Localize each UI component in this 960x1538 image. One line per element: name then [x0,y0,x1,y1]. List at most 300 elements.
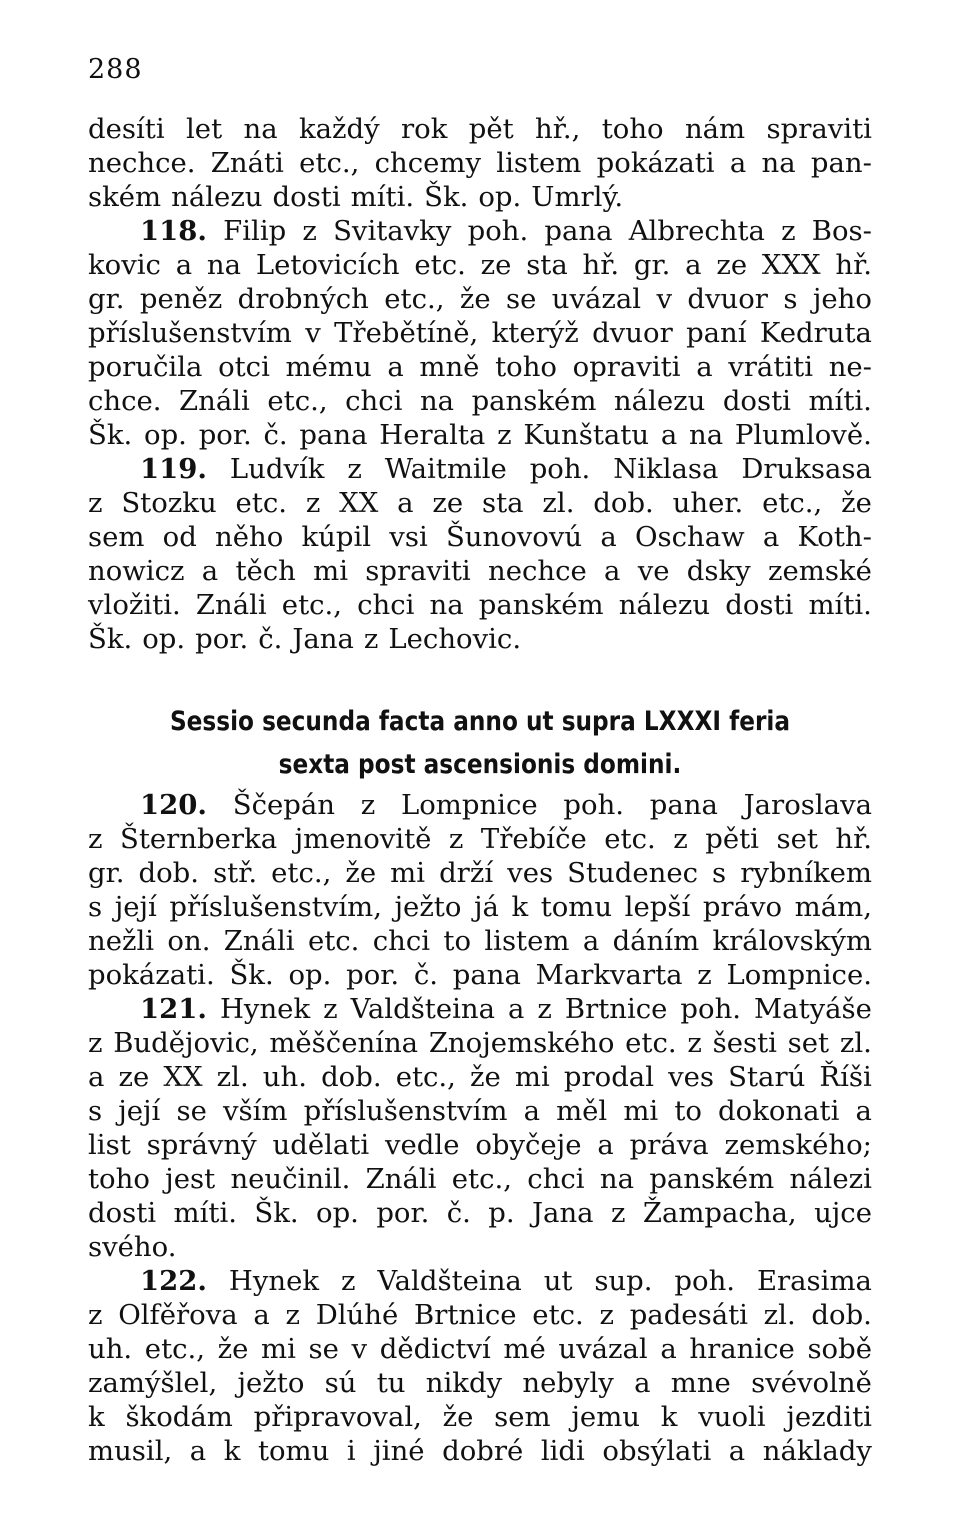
word: hř. [835,249,872,281]
entry-line [88,520,872,554]
word: z [537,993,552,1025]
word: míti. [808,385,872,417]
entry-line [88,452,872,486]
word: zamýšlel, [88,1367,218,1399]
word: vším [222,1095,288,1127]
entry-line [88,1162,872,1196]
word: svévolně [751,1367,872,1399]
word: že [442,1401,474,1433]
word: příslušenstvím, [169,891,382,923]
word: kterýž [491,317,579,349]
word: list [88,1129,131,1161]
word: pana [649,789,718,821]
word: a [685,249,702,281]
word: nowicz [88,555,185,587]
word: mému [285,351,372,383]
text-line [88,146,872,180]
word: ves [507,857,554,889]
entry-line [88,1264,872,1298]
word: Olfěřova [118,1299,238,1331]
word: op. [288,959,332,991]
entry-line [88,588,872,622]
word: z [363,623,379,655]
word: v [351,1333,368,1365]
entry-119 [88,452,872,656]
word: č. [413,959,439,991]
word: dosti [272,181,341,213]
entry-line [88,384,872,418]
word: náklady [762,1435,872,1467]
entry-line [88,856,872,890]
word: neučinil. [230,1163,351,1195]
word: Kedruta [759,317,872,349]
word: z [697,959,712,991]
word: měl [556,1095,608,1127]
word: z [88,823,103,855]
word: drží [439,857,494,889]
text-line [88,112,872,146]
word: Filip [223,215,287,247]
word: Plumlově. [734,419,872,451]
word: Brtnice [564,993,668,1025]
entry-line [88,554,872,588]
word: uher. [672,487,744,519]
word: ne- [828,351,872,383]
word: Šk. [229,959,274,991]
word: musil, [88,1435,173,1467]
word: etc., [395,1061,456,1093]
word: obsýlati [602,1435,712,1467]
word: op. [144,419,187,451]
word: Říši [819,1061,872,1093]
word: Markvarta [535,959,683,991]
word: z [88,1027,103,1059]
word: já [473,891,499,923]
word: Lechovic. [388,623,522,655]
session-heading-line: sexta post ascensionis domini. [278,749,682,780]
word: uvázal [551,283,642,315]
word: a [728,1435,746,1467]
word: let [186,113,223,145]
word: Šunovovú [445,521,583,553]
word: jest [165,1163,216,1195]
word: poh. [467,215,529,247]
word: ve [637,555,670,587]
word: etc. [625,1027,677,1059]
word: pan- [810,147,872,179]
word: se [176,1095,207,1127]
word: s [88,891,103,923]
word: ježto [237,1367,305,1399]
word: právo [702,891,783,923]
word: nálezu [618,589,711,621]
word: mi [261,1333,296,1365]
word: Ludvík [229,453,325,485]
word: Žampacha, [642,1197,797,1229]
word: padesáti [629,1299,748,1331]
entry-118 [88,214,872,452]
word: Třebíče [480,823,587,855]
word: od [162,521,197,553]
word: nikdy [425,1367,503,1399]
word: pana [544,215,613,247]
word: XX [163,1061,203,1093]
word: gr. [88,857,125,889]
word: nebyly [522,1367,614,1399]
word: uvázal [558,1333,648,1365]
word: gr. [633,249,671,281]
word: svého. [88,1231,177,1263]
word: to [674,1095,702,1127]
word: mi [313,555,349,587]
text-line [88,180,872,214]
word: měščenína [269,1027,419,1059]
word: Erasima [756,1265,872,1297]
word: na [761,147,796,179]
word: a [634,1367,651,1399]
entry-line [88,1298,872,1332]
word: etc. [532,1299,584,1331]
word: v [656,283,672,315]
word: hř., [535,113,581,145]
word: lidi [540,1435,585,1467]
word: že [459,283,491,315]
word: por. [198,419,252,451]
word: mé [503,1333,546,1365]
word: zemské [767,555,872,587]
word: a [600,521,617,553]
word: spraviti [766,113,872,145]
word: že [470,1061,501,1093]
word: Bos- [811,215,872,247]
word: a [253,1299,270,1331]
word: Šk. [254,1197,299,1229]
word: a [397,487,414,519]
word: chci [527,1163,585,1195]
word: zl. [839,1027,872,1059]
word: správný [146,1129,257,1161]
word: kúpil [301,521,372,553]
entry-line [88,248,872,282]
word: zl. [216,1061,249,1093]
session-heading [143,700,817,786]
word: set [776,823,818,855]
word: listem [484,925,570,957]
word: kovic [88,249,161,281]
word: na [429,589,464,621]
word: op. [142,623,186,655]
word: panském [471,385,597,417]
entry-number: 120. [140,789,207,821]
word: jiné [373,1435,425,1467]
word: a [597,1129,614,1161]
word: z [302,215,317,247]
word: stř. [213,857,258,889]
word: poručila [88,351,203,383]
word: dob. [811,1299,872,1331]
word: dsky [686,555,751,587]
word: a [660,419,678,451]
word: etc., [451,1163,512,1195]
entry-121 [88,992,872,1264]
word: že [841,487,872,519]
word: on. [167,925,211,957]
word: uh. [88,1333,133,1365]
word: toho [88,1163,150,1195]
word: Znojemského [428,1027,615,1059]
word: sú [324,1367,357,1399]
word: dob. [593,487,654,519]
word: dokonati [718,1095,840,1127]
word: každý [298,113,380,145]
word: Šk. [88,623,133,655]
word: sta [482,487,524,519]
entry-line [88,1128,872,1162]
word: dvuor [592,317,673,349]
word: toho [601,113,664,145]
word: obyčeje [475,1129,582,1161]
word: hř. [835,823,872,855]
word: ut [543,1265,573,1297]
word: se [308,1333,339,1365]
word: škodám [125,1401,233,1433]
entry-120 [88,788,872,992]
entry-122 [88,1264,872,1468]
word: etc., [299,147,360,179]
word: nám [684,113,746,145]
word: Oschaw [634,521,745,553]
word: hř. [582,249,620,281]
word: rybníkem [740,857,872,889]
word: sem [88,521,145,553]
word: op. [316,1197,359,1229]
word: a [201,555,219,587]
word: etc., [281,589,343,621]
word: Jana [532,1197,594,1229]
word: poh. [674,1265,736,1297]
word: z [88,1299,103,1331]
word: panském [478,589,604,621]
word: chci [372,925,431,957]
word: opraviti [572,351,681,383]
word: a [523,1095,540,1127]
word: a [696,351,713,383]
entry-line [88,1094,872,1128]
word: Ználi [195,589,267,621]
word: z [88,487,103,519]
word: z [448,823,464,855]
word: k [660,1401,678,1433]
word: dvuor [687,283,768,315]
word: sup. [594,1265,653,1297]
word: dáním [612,925,700,957]
word: poh. [680,993,742,1025]
word: s [783,283,798,315]
word: pokázati. [88,959,215,991]
word: že [345,857,377,889]
word: mi [623,1095,659,1127]
word: ze [716,249,748,281]
word: dob. [138,857,200,889]
word: nálezu [171,181,263,213]
word: z [673,823,688,855]
word: dosti [88,1197,157,1229]
word: etc., [762,487,823,519]
word: Valdšteina [350,993,496,1025]
word: sobě [807,1333,872,1365]
word: Svitavky [333,215,452,247]
word: etc., [144,1333,206,1365]
word: její [114,891,157,923]
word: č. [446,1197,471,1229]
word: příslušenstvím [303,1095,508,1127]
word: mám, [794,891,872,923]
session-heading-line: Sessio secunda facta anno ut supra LXXXI feria [169,706,791,737]
word: k [88,1401,105,1433]
word: z [347,453,362,485]
entry-line [88,890,872,924]
entry-line [88,622,872,656]
word: paní [686,317,747,349]
word: prodal [563,1061,654,1093]
word: nálezu [613,385,706,417]
entry-line [88,1332,872,1366]
entry-line [88,788,872,822]
word: z [340,1265,356,1297]
word: Hynek [228,1265,320,1297]
word: sta [526,249,568,281]
word: dosti [725,589,794,621]
entry-number: 119. [140,453,207,485]
word: v [305,317,321,349]
word: Dlúhé [315,1299,399,1331]
word: vuoli [698,1401,766,1433]
word: listem [496,147,582,179]
word: jeho [812,283,872,315]
word: Znáti [210,147,284,179]
word: tomu [257,1435,330,1467]
word: i [346,1435,356,1467]
word: Ználi [223,925,295,957]
word: poh. [563,789,625,821]
word: Ználi [179,385,250,417]
word: jemu [571,1401,640,1433]
word: se [505,283,537,315]
word: a [175,249,193,281]
word: por. [195,623,249,655]
entry-number: 118. [140,215,207,247]
word: z [360,789,376,821]
word: desíti [88,113,165,145]
word: Koth- [797,521,872,553]
word: a [660,1333,677,1365]
word: a [604,555,621,587]
word: Hynek [219,993,311,1025]
word: p. [488,1197,515,1229]
word: dobré [442,1435,524,1467]
word: pěti [705,823,759,855]
word: otci [218,351,270,383]
word: Matyáše [754,993,872,1025]
entry-line [88,1366,872,1400]
word: dědictví [379,1333,491,1365]
word: tomu [540,891,613,923]
word: z [305,487,321,519]
word: vložiti. [88,589,181,621]
word: něho [215,521,284,553]
word: Letovicích [255,249,400,281]
entry-line [88,1026,872,1060]
word: ves [668,1061,715,1093]
word: Ščepán [232,789,335,821]
word: ze [432,487,464,519]
word: těch [235,555,296,587]
word: pět [468,113,514,145]
word: chcemy [374,147,482,179]
word: etc. [307,925,360,957]
word: zl. [542,487,575,519]
word: nežli [88,925,155,957]
word: Jana [292,623,354,655]
word: a [762,521,780,553]
word: set [787,1027,830,1059]
word: zl. [763,1299,796,1331]
word: vsi [389,521,428,553]
entry-line [88,822,872,856]
word: Stozku [121,487,217,519]
word: etc. [235,487,287,519]
word: ze [118,1061,150,1093]
word: rok [401,113,448,145]
word: nechce. [88,147,196,179]
word: peněz [139,283,223,315]
word: etc., [267,385,328,417]
word: z [323,993,338,1025]
word: na [243,113,278,145]
word: jezditi [786,1401,872,1433]
word: Budějovic, [113,1027,259,1059]
word: Šternberka [120,823,278,855]
word: to [443,925,472,957]
word: Starú [728,1061,806,1093]
word: z [497,419,512,451]
word: Jaroslava [743,789,872,821]
word: Lompnice [400,789,538,821]
word: pokázati [596,147,715,179]
word: nechce [488,555,587,587]
word: z [285,1299,300,1331]
word: připravoval, [253,1401,422,1433]
word: Valdšteina [377,1265,522,1297]
entry-line [88,1230,872,1264]
word: chci [345,385,403,417]
entry-line [88,350,872,384]
word: pana [299,419,368,451]
word: a [582,925,600,957]
word: Druksasa [741,453,872,485]
word: Ználi [365,1163,437,1195]
entry-line [88,418,872,452]
word: etc. [414,249,466,281]
word: z [599,1299,614,1331]
word: panském [649,1163,775,1195]
word: mi [514,1061,550,1093]
word: Brtnice [413,1299,517,1331]
word: na [419,385,455,417]
word: toho [495,351,557,383]
word: spraviti [365,555,471,587]
word: míti. [350,181,415,213]
